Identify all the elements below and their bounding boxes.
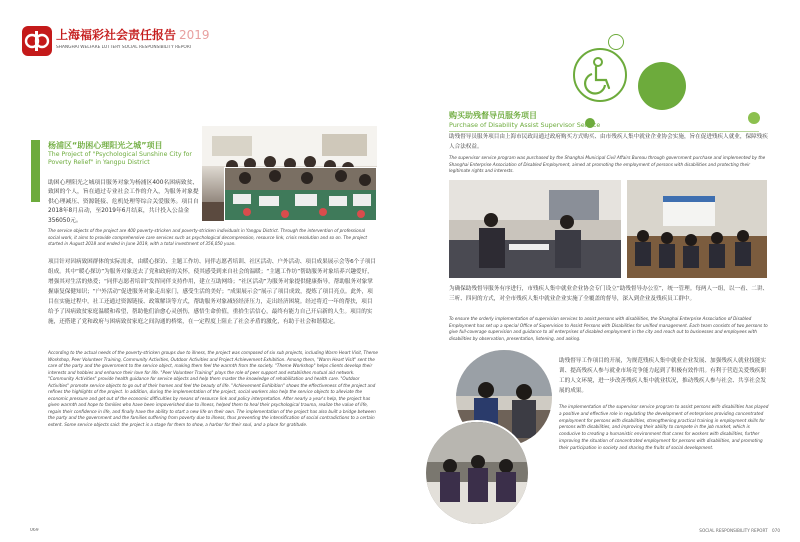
footer-label: SOCIAL RESPONSIBILITY REPORT (699, 528, 768, 533)
right-mid-cn: 为确保助残督导服务有序进行，市残疾人集中就业企业协会专门设立“助残督导办公室”，统一管理。每两人一组，以一看、二讲、三听、四问的方式，对全市残疾人集中就业企业实施了全覆盖的督导，深入到企业及残疾员工群中。 (449, 286, 769, 302)
left-body-en: According to the actual needs of the poverty-stricken groups due to illness, the project was composed of six sub projects, including Warm Heart Visit, Theme Workshop, Peer Volunteer Training, Community Activities, Outdoor Activities and Project Achievement Exhibition. Among them, "Warm Heart Visit" sent the care of the party and the government to the service object, making them feel the warmth from the society. "Theme Workshop" helps clients develop their interests and hobbies and enhance their love for life. "Peer Volunteer Training" plays the role of peer support and establishes mutual aid network. "Community Activities" provide health guidance for service objects and help them master the knowledge of rehabilitation and health care. "Outdoor Activities" promote service objects to go out of their homes and feel the beauty of life. "Achievement Exhibition" shows the effectiveness of the project and refines the highlights of the project. In addition, during the implementation of the project, social workers also help the service objects to alleviate the economic pressure and get out of the economic difficulties by means of resource link and policy interpretation. After nearly a year's help, the project has given warmth and hope to families who have been impoverished due to illness, helped them to heal their psychological trauma, realize the value of life, regain their confidence in life, and finally have the ability to start a new life on their own. The implementation of the project has also built a bridge between the party and the government and the families suffering from poverty due to illness, thus preventing the intensification of social contradictions to a certain extent. Some service objects said: the project is a stage for them to show, a harbor for their soul, and a place for gratitude. (48, 350, 378, 427)
right-mid-en: To ensure the orderly implementation of supervision services to assist persons with disabilities, the Shanghai Enterprise Association of Disabled Employment has set up a special Office of Supervision to Assist Persons with Disabilities for unified management. Each team consists of two persons to give full-coverage supervision and guidance to all enterprises of disabled employment in the city and reach out to businesses and employees with disabilities by observation, presentation, listening, and asking. (449, 316, 768, 341)
left-heading-en: The Project of "Psychological Sunshine City for Poverty Relief" in Yangpu District (48, 151, 192, 167)
wheelchair-icon (575, 50, 625, 100)
right-end-en: The implementation of the supervisor service program to assist persons with disabilities has played a positive and effective role in regulating the development of enterprises providing concentrated employment for persons with disabilities, strengthening practical training in employment skills for persons with disabilities, and improving their ability to compete in the job market, which is conducive to creating a humanistic environment that cares for workers with disabilities, further improving the situation of concentrated employment for persons with disabilities, and promoting their participation in society and sharing the fruits of social development. (559, 404, 769, 450)
report-subtitle: SHANGHAI WELFARE LOTTERY SOCIAL RESPONSIBILITY REPORT (56, 45, 193, 50)
left-body-cn: 项目针对因病致困群体的实际需求，由暖心探访、主题工作坊、同伴志愿者培训、社区活动、户外活动、项目成果展示会等6个子项目组成。其中“暖心探访”为服务对象送去了党和政府的关怀，使其感受到来自社会的温暖；“主题工作坊”帮助服务对象培养兴趣爱好，增强其对生活的热爱；“同伴志愿者培训”发挥同伴支持作用，建立互助网络；“社区活动”为服务对象提供健康指导，帮助服务对象掌握康复保健知识；“户外活动”促进服务对象走出家门，感受生活的美好；“成果展示会”展示了项目成效，提炼了项目亮点。此外，项目在实施过程中，社工还通过资源链接、政策解读等方式，帮助服务对象减轻经济压力，走出经济困境。经过将近一年的帮扶，项目给予了因病致贫家庭温暖和希望，帮助他们治愈心灵创伤，感悟生命价值，重拾生活信心，最终有能力自己开启新的人生。项目的实施，还搭建了党和政府与困病致贫家庭之间沟通的桥梁，在一定程度上阻止了社会矛盾的激化，有助于社会和谐稳定。 (48, 259, 376, 325)
accessibility-icon-circle (573, 48, 627, 102)
heading-divider (449, 131, 759, 132)
crafts-photo (224, 167, 377, 221)
left-intro-en: The service objects of the project are 400 poverty-stricken and poverty-stricken individuals in Yangpu District. Through the intervention of professional social work, it aims to provide comprehensive care services such as psychological decompression, resource link, crisis resolution and so on. The project started in August 2018 and ended in June 2019, with a total investment of 356,050 yuan. (48, 228, 368, 246)
right-intro-en: The supervisor service program was purchased by the Shanghai Municipal Civil Affairs Bureau through government purchase and implemented by the Shanghai Enterprise Association of Disabled Employment, aimed at promoting the employment of persons with disabilities and protecting their legitimate rights and interests. (449, 155, 766, 173)
decor-circle (608, 34, 624, 50)
workshop-photo (424, 420, 530, 526)
report-title-cn: 上海福彩社会责任报告 (56, 28, 177, 42)
green-accent-bar (31, 140, 40, 202)
right-heading-cn: 购买助残督导员服务项目 (449, 111, 537, 120)
report-year: 2019 (179, 28, 210, 42)
supervisor-visit-photo (449, 180, 621, 278)
right-footer (690, 528, 780, 534)
right-page-number: 070 (772, 528, 780, 533)
meeting-room-photo (627, 180, 767, 278)
report-title (56, 28, 306, 44)
left-page-number: 069 (30, 528, 39, 533)
right-end-cn: 助残督导工作项目的开展，为规范残疾人集中就业企业发展、加强残疾人就业技能实训、提高残疾人参与就业市场竞争能力起到了积极有效作用。有利于营造关爱残疾职工的人文环境，进一步改善残疾人集中就业状况，推动残疾人参与社会、共享社会发展的成果。 (559, 358, 766, 394)
decor-circle (638, 62, 686, 110)
left-heading-cn: 杨浦区“助困心理阳光之城”项目 (48, 141, 163, 150)
left-intro-cn: 助困心理阳光之城项目服务对象为杨浦区400名困病致贫、致困的个人，旨在通过专业社会工作的介入，为服务对象提供心理减压、资源链接、危机处理等综合关爱服务。项目自2018年8月启动，至2019年6月结束，共计投入公益金356050元。 (48, 180, 199, 224)
right-heading-en: Purchase of Disability Assist Supervisor Service (449, 121, 601, 129)
right-intro-cn: 助残督导员服务项目由上海市民政局通过政府购买方式购买、由市残疾人集中就业企业协会实施，旨在促进残疾人就业，保障残疾人合法权益。 (449, 134, 768, 150)
decor-circle (748, 112, 760, 124)
welfare-lottery-logo (22, 26, 52, 56)
